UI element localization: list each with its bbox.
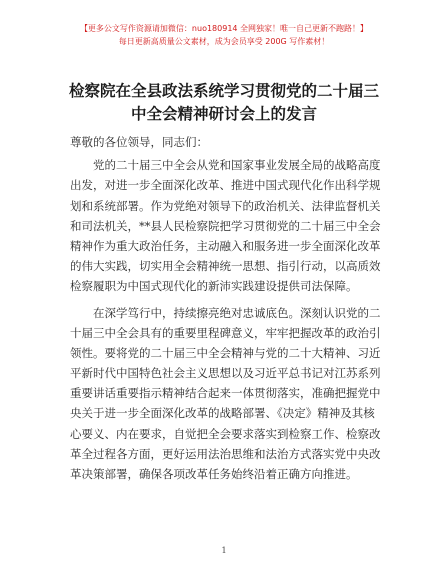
paragraph-2-line: 领性。要将党的二十届三中全会精神与党的二十大精神、习近 [70, 345, 381, 360]
paragraph-2-line: 心要义、内在要求，自觉把全会要求落实到检察工作、检察改 [70, 426, 381, 441]
paragraph-1-line: 出发，对进一步全面深化改革、推进中国式现代化作出科学规 [70, 178, 381, 193]
title-line-2: 中全会精神研讨会上的发言 [130, 105, 317, 123]
banner-line-2: 每日更新高质量公文素材，成为会员享受 200G 写作素材！ [118, 37, 330, 46]
paragraph-1-line: 划和系统部署。作为党绝对领导下的政治机关、法律监督机关 [70, 198, 381, 213]
paragraph-1-line: 检察履职为中国式现代化的新沛实践建设提供司法保障。 [70, 279, 358, 294]
document-title [40, 80, 408, 126]
paragraph-1-line: 和司法机关，**县人民检察院把学习贯彻党的二十届三中全会 [70, 218, 381, 233]
paragraph-2-line: 革决策部署，确保各项改革任务始终沿着正确方向推进。 [70, 467, 358, 481]
paragraph-2-line: 革全过程各方面，更好运用法治思维和法治方式落实党中央改 [70, 446, 381, 461]
paragraph-1-line: 党的二十届三中全会从党和国家事业发展全局的战略高度 [93, 158, 381, 173]
header-banner [0, 22, 448, 48]
title-line-1: 检察院在全县政法系统学习贯彻党的二十届三 [68, 82, 379, 100]
paragraph-2-line: 平新时代中国特色社会主义思想以及习近平总书记对江苏系列 [70, 366, 381, 381]
paragraph-1-line: 精神作为重大政治任务，主动融入和服务进一步全面深化改革 [70, 238, 381, 253]
page-number: 1 [221, 546, 227, 555]
paragraph-1-line: 的伟大实践，切实用全会精神统一思想、指引行动，以高质效 [70, 259, 381, 274]
document-body [70, 132, 388, 484]
paragraph-2-line: 重要讲话重要指示精神结合起来一体贯彻落实，准确把握党中 [70, 386, 381, 401]
banner-line-1: 【更多公文写作资源请加微信：nuo180914 全网独家！唯一自己更新不跑路！】 [79, 24, 369, 33]
salutation: 尊敬的各位领导，同志们： [70, 135, 208, 149]
paragraph-1 [70, 155, 388, 296]
paragraph-2-line: 在深学笃行中，持续擦亮绝对忠诚底色。深刻认识党的二 [93, 305, 381, 320]
paragraph-2-line: 央关于进一步全面深化改革的战略部署、《决定》精神及其核 [70, 406, 375, 421]
paragraph-2-line: 十届三中全会具有的重要里程碑意义，牢牢把握改革的政治引 [70, 325, 381, 340]
paragraph-2 [70, 303, 388, 485]
